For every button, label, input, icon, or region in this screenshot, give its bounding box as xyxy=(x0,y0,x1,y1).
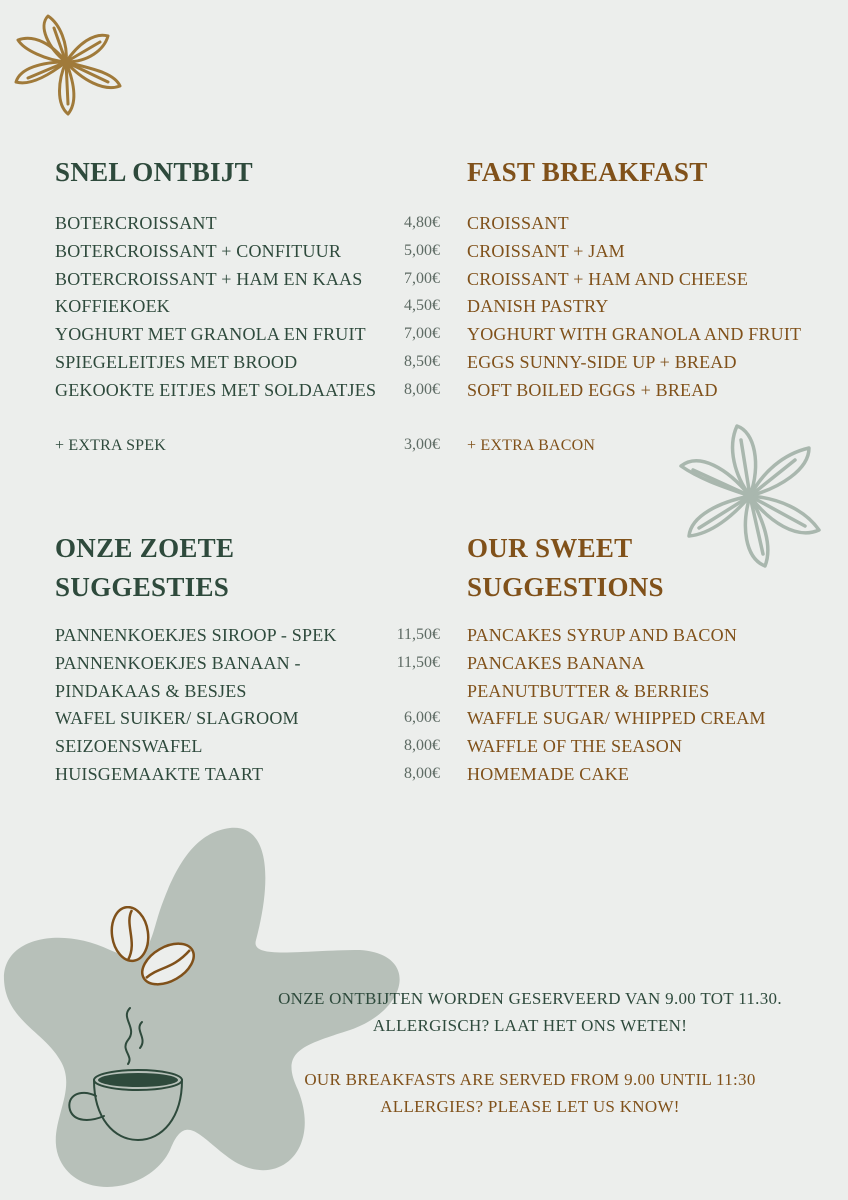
list-item: SPIEGELEITJES MET BROOD xyxy=(55,351,298,372)
extra-item-nl: + EXTRA SPEK xyxy=(55,437,166,454)
list-item: PANNENKOEKJES SIROOP - SPEK xyxy=(55,625,337,645)
list-item: DANISH PASTRY xyxy=(467,296,609,317)
fast-breakfast-price-list xyxy=(370,209,440,404)
footer-nl-line2: ALLERGISCH? LAAT HET ONS WETEN! xyxy=(372,1016,688,1035)
sweet-nl-list xyxy=(55,622,337,789)
gold-flower-icon xyxy=(8,10,126,118)
list-item: SOFT BOILED EGGS + BREAD xyxy=(467,379,718,400)
price: 11,50€ xyxy=(396,653,440,671)
list-item: HUISGEMAAKTE TAART xyxy=(55,763,264,784)
list-item: WAFEL SUIKER/ SLAGROOM xyxy=(55,708,299,729)
sage-flower-icon xyxy=(675,418,825,570)
extra-price: 3,00€ xyxy=(404,436,440,453)
footer-en-line1: OUR BREAKFASTS ARE SERVED FROM 9.00 UNTIL 11:30 xyxy=(304,1070,756,1089)
list-item: BOTERCROISSANT xyxy=(55,213,217,233)
price xyxy=(370,677,440,705)
fast-breakfast-heading-en: FAST BREAKFAST xyxy=(467,157,708,187)
sweet-heading-en xyxy=(467,529,664,607)
list-item: PANNENKOEKJES BANAAN - xyxy=(55,652,301,673)
list-item: KOFFIEKOEK xyxy=(55,296,171,317)
price: 6,00€ xyxy=(404,709,440,727)
price: 8,00€ xyxy=(404,380,440,398)
list-item: PANCAKES BANANA xyxy=(467,652,645,673)
price: 8,00€ xyxy=(404,764,440,782)
price: 8,00€ xyxy=(404,737,440,755)
sweet-price-list xyxy=(370,621,440,788)
list-item: GEKOOKTE EITJES MET SOLDAATJES xyxy=(55,379,377,400)
fast-breakfast-en-list xyxy=(467,210,801,405)
coffee-bean-icon xyxy=(104,906,200,992)
list-item: PEANUTBUTTER & BERRIES xyxy=(467,680,710,701)
list-item: PANCAKES SYRUP AND BACON xyxy=(467,625,738,645)
price: 4,50€ xyxy=(404,297,440,315)
price: 5,00€ xyxy=(404,241,440,259)
fast-breakfast-nl-list xyxy=(55,210,376,405)
price: 8,50€ xyxy=(404,352,440,370)
list-item: CROISSANT + JAM xyxy=(467,240,625,261)
sweet-heading-en-line1: OUR SWEET xyxy=(467,533,633,563)
sweet-heading-nl xyxy=(55,529,234,607)
sweet-heading-en-line2: SUGGESTIONS xyxy=(467,572,664,602)
list-item: EGGS SUNNY-SIDE UP + BREAD xyxy=(467,351,737,372)
list-item: CROISSANT + HAM AND CHEESE xyxy=(467,268,749,289)
price: 7,00€ xyxy=(404,325,440,343)
price: 4,80€ xyxy=(404,214,440,231)
list-item: YOGHURT WITH GRANOLA AND FRUIT xyxy=(467,324,802,345)
list-item: HOMEMADE CAKE xyxy=(467,763,630,784)
footer-note xyxy=(230,985,830,1120)
list-item: CROISSANT xyxy=(467,213,569,233)
coffee-cup-icon xyxy=(60,1000,190,1150)
list-item: YOGHURT MET GRANOLA EN FRUIT xyxy=(55,324,366,345)
extra-item-en: + EXTRA BACON xyxy=(467,437,596,454)
price: 7,00€ xyxy=(404,269,440,287)
footer-nl-line1: ONZE ONTBIJTEN WORDEN GESERVEERD VAN 9.00 TOT 11.30. xyxy=(278,989,782,1008)
list-item: BOTERCROISSANT + CONFITUUR xyxy=(55,240,342,261)
sweet-heading-nl-line1: ONZE ZOETE xyxy=(55,533,235,563)
price: 11,50€ xyxy=(396,626,440,643)
list-item: WAFFLE OF THE SEASON xyxy=(467,736,683,757)
footer-en-line2: ALLERGIES? PLEASE LET US KNOW! xyxy=(380,1097,680,1116)
fast-breakfast-heading-nl: SNEL ONTBIJT xyxy=(55,157,253,187)
sweet-en-list xyxy=(467,622,766,789)
list-item: SEIZOENSWAFEL xyxy=(55,736,203,757)
sweet-heading-nl-line2: SUGGESTIES xyxy=(55,572,230,602)
list-item: PINDAKAAS & BESJES xyxy=(55,680,247,701)
list-item: WAFFLE SUGAR/ WHIPPED CREAM xyxy=(467,708,766,729)
list-item: BOTERCROISSANT + HAM EN KAAS xyxy=(55,268,363,289)
